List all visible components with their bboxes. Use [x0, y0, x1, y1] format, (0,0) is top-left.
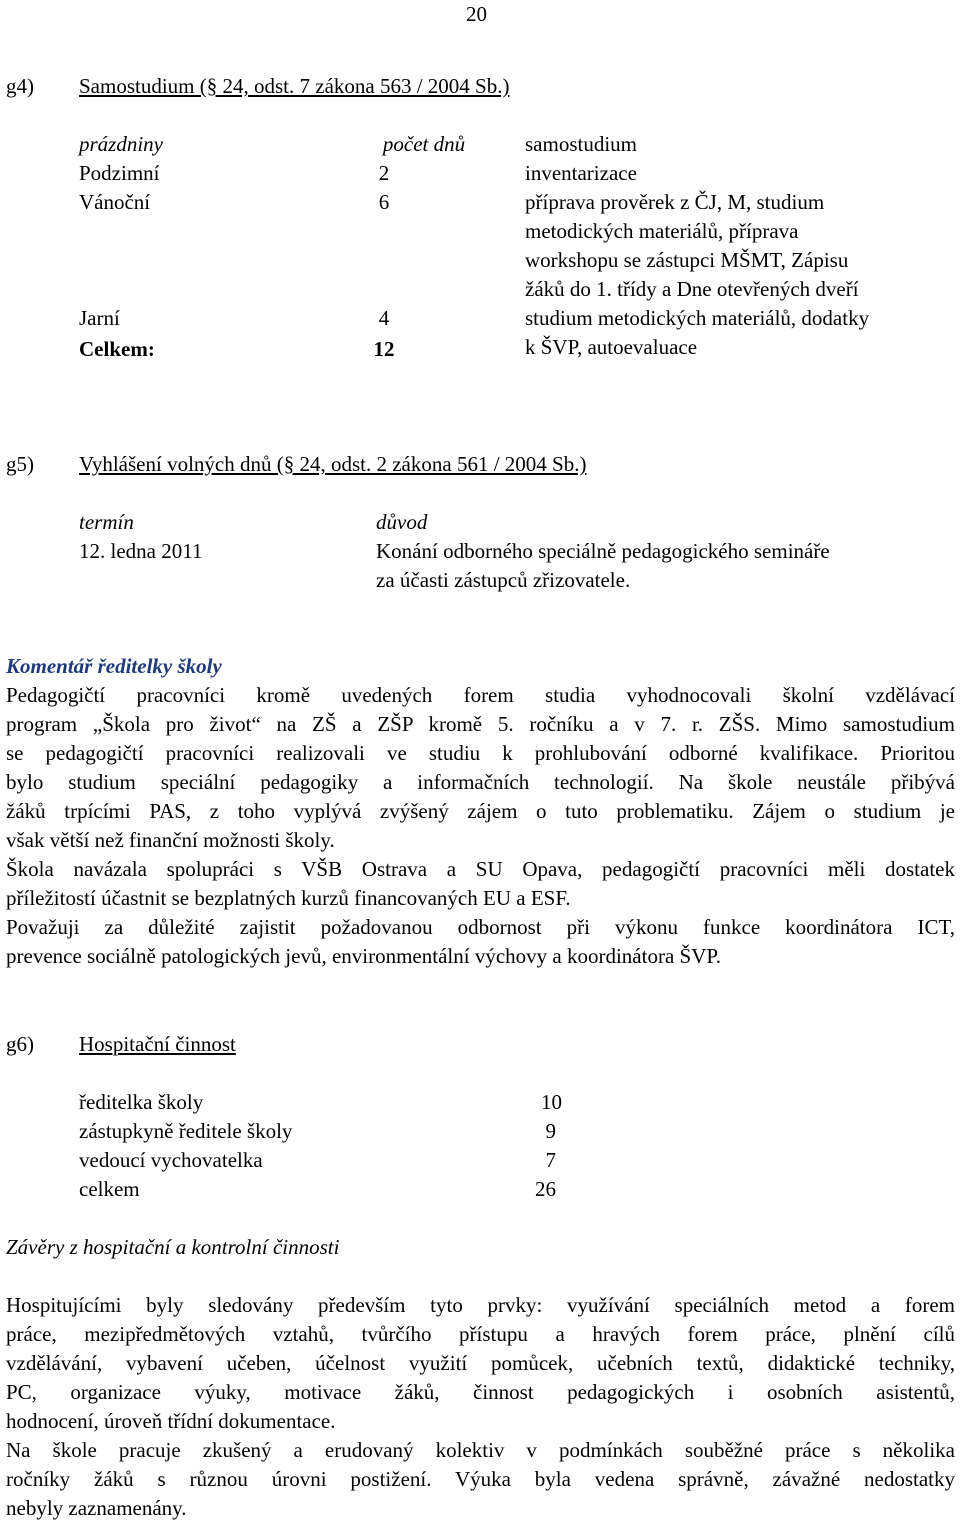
holiday-name: Podzimní [79, 161, 160, 185]
text-line: se pedagogičtí pracovníci realizovali ve studiu k prohlubování odborné kvalifikace. Prioritou [6, 741, 955, 765]
days-count: 2 [378, 161, 390, 185]
conclusions-paragraph [6, 1291, 955, 1523]
days-count: 4 [378, 306, 390, 330]
text-line: Považuji za důležité zajistit požadovanou odbornost při výkonu funkce koordinátora ICT, [6, 915, 955, 939]
section-label-g4: g4) [6, 74, 34, 98]
activity-text: workshopu se zástupci MŠMT, Zápisu [525, 248, 849, 272]
text-line: hodnocení, úroveň třídní dokumentace. [6, 1409, 336, 1433]
holiday-name: Vánoční [79, 190, 151, 214]
hospitation-count: 26 [535, 1177, 556, 1201]
free-day-reason: Konání odborného speciálně pedagogického semináře [376, 539, 830, 563]
hospitation-count: 9 [545, 1119, 556, 1143]
holiday-name: Jarní [79, 306, 120, 330]
text-line: ročníky žáků s různou úrovni postižení. Výuka byla vedena správně, závažné nedostatky [6, 1467, 955, 1491]
free-day-reason: za účasti zástupců zřizovatele. [376, 568, 631, 592]
activity-text: studium metodických materiálů, dodatky [525, 306, 870, 330]
text-line: Pedagogičtí pracovníci kromě uvedených forem studia vyhodnocovali školní vzdělávací [6, 683, 955, 707]
text-line: práce, mezipředmětových vztahů, tvůrčího přístupu a hravých forem práce, plnění cílů [6, 1322, 955, 1346]
text-line: program „Škola pro život“ na ZŠ a ZŠP kromě 5. ročníku a v 7. r. ZŠS. Mimo samostudium [6, 712, 955, 736]
hospitation-role: ředitelka školy [79, 1090, 204, 1114]
activity-text: metodických materiálů, příprava [525, 219, 799, 243]
activity-text: inventarizace [525, 161, 637, 185]
text-line: Hospitujícími byly sledovány především tyto prvky: využívání speciálních metod a forem [6, 1293, 955, 1317]
activity-text: příprava prověrek z ČJ, M, studium [525, 190, 825, 214]
comment-heading: Komentář ředitelky školy [6, 654, 222, 678]
text-line: prevence sociálně patologických jevů, environmentální výchovy a koordinátora ŠVP. [6, 944, 721, 968]
total-label: Celkem: [79, 337, 155, 361]
activity-text: žáků do 1. třídy a Dne otevřených dveří [525, 277, 859, 301]
header-date: termín [79, 510, 134, 534]
hospitation-count: 7 [545, 1148, 556, 1172]
text-line: nebyly zaznamenány. [6, 1496, 187, 1520]
text-line: PC, organizace výuky, motivace žáků, činnost pedagogických i osobních asistentů, [6, 1380, 955, 1404]
header-holiday: prázdniny [79, 132, 163, 156]
hospitation-role: celkem [79, 1177, 140, 1201]
activity-text: k ŠVP, autoevaluace [525, 335, 698, 359]
section-label-g5: g5) [6, 452, 34, 476]
section-title-g5: Vyhlášení volných dnů (§ 24, odst. 2 zákona 561 / 2004 Sb.) [79, 452, 587, 476]
hospitation-role: zástupkyně ředitele školy [79, 1119, 293, 1143]
header-activity: samostudium [525, 132, 638, 156]
hospitation-role: vedoucí vychovatelka [79, 1148, 263, 1172]
free-day-date: 12. ledna 2011 [79, 539, 203, 563]
text-line: Na škole pracuje zkušený a erudovaný kolektiv v podmínkách souběžné práce s několika [6, 1438, 955, 1462]
header-reason: důvod [376, 510, 428, 534]
comment-paragraph [6, 681, 955, 971]
text-line: Škola navázala spolupráci s VŠB Ostrava a SU Opava, pedagogičtí pracovníci měli dostatek [6, 857, 955, 881]
text-line: však větší než finanční možnosti školy. [6, 828, 335, 852]
page-number: 20 [466, 2, 487, 26]
text-line: žáků trpícími PAS, z toho vyplývá zvýšený zájem o tuto problematiku. Zájem o studium je [6, 799, 955, 823]
conclusions-heading: Závěry z hospitační a kontrolní činnosti [6, 1235, 340, 1259]
hospitation-count: 10 [541, 1090, 562, 1114]
section-label-g6: g6) [6, 1032, 34, 1056]
text-line: příležitostí účastnit se bezplatných kurzů financovaných EU a ESF. [6, 886, 571, 910]
section-title-g4: Samostudium (§ 24, odst. 7 zákona 563 / 2004 Sb.) [79, 74, 510, 98]
header-days: počet dnů [382, 132, 466, 156]
days-count: 6 [378, 190, 390, 214]
section-title-g6: Hospitační činnost [79, 1032, 236, 1056]
text-line: vzdělávání, vybavení učeben, účelnost využití pomůcek, učebních textů, didaktické techniky, [6, 1351, 955, 1375]
total-value: 12 [373, 337, 395, 361]
text-line: bylo studium speciální pedagogiky a informačních technologií. Na škole neustále přibývá [6, 770, 955, 794]
